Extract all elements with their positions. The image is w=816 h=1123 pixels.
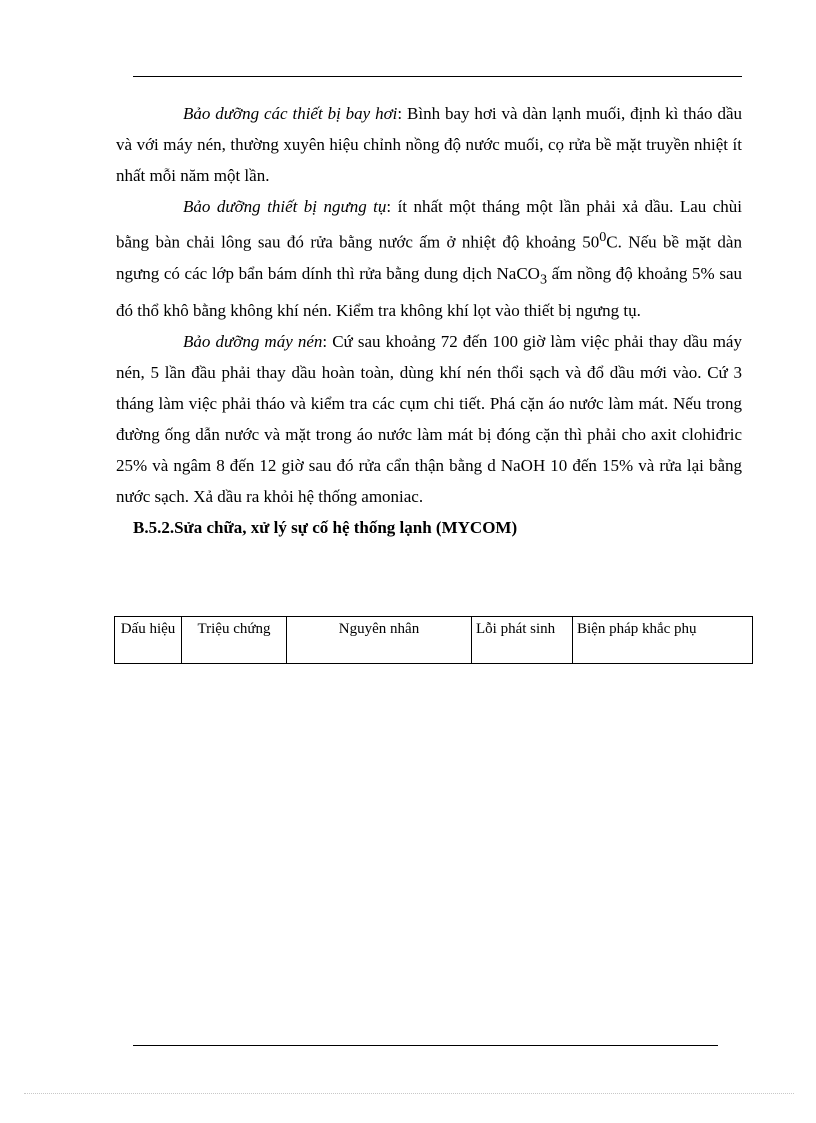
table-header-cell: Triệu chứng	[182, 617, 287, 664]
paragraph-evaporator-maintenance	[116, 98, 742, 191]
paragraph-lead: Bảo dưỡng máy nén	[183, 332, 323, 352]
paragraph-text: : Bình bay hơi và dàn lạnh muối, định kì tháo dầu và với máy nén, thường xuyên hiệu chỉnh nồng độ nước muối, cọ rửa bề mặt truyền nhiệt ít nhất mỗi năm một lần.	[116, 104, 742, 185]
table-header-cell: Biện pháp khắc phụ	[573, 617, 753, 664]
subscript: 3	[539, 271, 548, 288]
section-heading: B.5.2.Sửa chữa, xử lý sự cố hệ thống lạnh (MYCOM)	[133, 518, 518, 538]
fault-table	[114, 616, 753, 664]
table-header-cell: Dấu hiệu	[115, 617, 182, 664]
table-header-cell: Lỗi phát sinh	[472, 617, 573, 664]
paragraph-text: : ít nhất một tháng một lần phải xả dầu. Lau chùi bằng bàn chải lông sau đó rửa bằng nước ấm ở nhiệt độ khoảng 50	[116, 197, 742, 252]
page-edge-dotted-line	[24, 1093, 794, 1094]
paragraph-text: : Cứ sau khoảng 72 đến 100 giờ làm việc phải thay dầu máy nén, 5 lần đầu phải thay dầu hoàn toàn, dùng khí nén thổi sạch và đổ dầu mới vào. Cứ 3 tháng làm việc phải tháo và kiểm tra các cụm chi tiết. Phá cặn áo nước làm mát. Nếu trong đường ống dẫn nước và mặt trong áo nước làm mát bị đóng cặn thì phải cho axit clohiđric 25% và ngâm 8 đến 12 giờ sau đó rửa cẩn thận bằng d NaOH 10 đến 15% và rửa lại bằng nước sạch. Xả dầu ra khỏi hệ thống amoniac.	[116, 332, 742, 507]
header-rule	[133, 76, 742, 77]
table-header-row	[115, 617, 753, 664]
paragraph-text: ấm nồng độ khoảng 5% sau đó thổ khô bằng không khí nén. Kiểm tra không khí lọt vào thiết bị ngưng tụ.	[116, 263, 743, 321]
superscript: 0	[599, 229, 607, 245]
table-header-cell: Nguyên nhân	[287, 617, 472, 664]
paragraph-text: C. Nếu bề mặt dàn ngưng có các lớp bẩn bám dính thì rửa bằng dung dịch NaCO	[116, 232, 742, 283]
paragraph-compressor-maintenance	[116, 326, 742, 512]
paragraph-condenser-maintenance	[116, 191, 742, 326]
paragraph-lead: Bảo dưỡng thiết bị ngưng tụ	[183, 197, 387, 216]
footer-rule	[133, 1045, 718, 1046]
paragraph-lead: Bảo dưỡng các thiết bị bay hơi	[183, 104, 398, 123]
document-body	[116, 98, 742, 543]
